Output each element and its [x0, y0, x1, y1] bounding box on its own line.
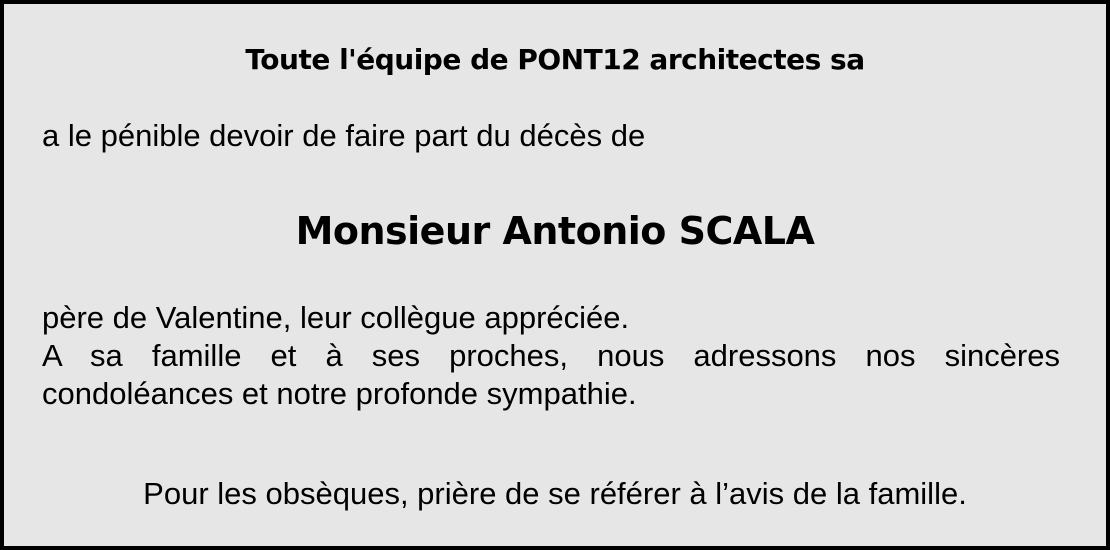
relation-text: père de Valentine, leur collègue appréciée. [42, 300, 630, 335]
condolences-line-2: condoléances et notre profonde sympathie. [42, 376, 637, 411]
condolences-line-1: A sa famille et à ses proches, nous adressons nos sincères [42, 338, 1060, 373]
notice-body [42, 299, 1060, 413]
funeral-note: Pour les obsèques, prière de se référer à l’avis de la famille. [143, 476, 967, 511]
notice-heading: Toute l'équipe de PONT12 architectes sa [245, 43, 865, 76]
notice-intro: a le pénible devoir de faire part du décès de [42, 118, 646, 153]
deceased-name: Monsieur Antonio SCALA [295, 209, 815, 253]
